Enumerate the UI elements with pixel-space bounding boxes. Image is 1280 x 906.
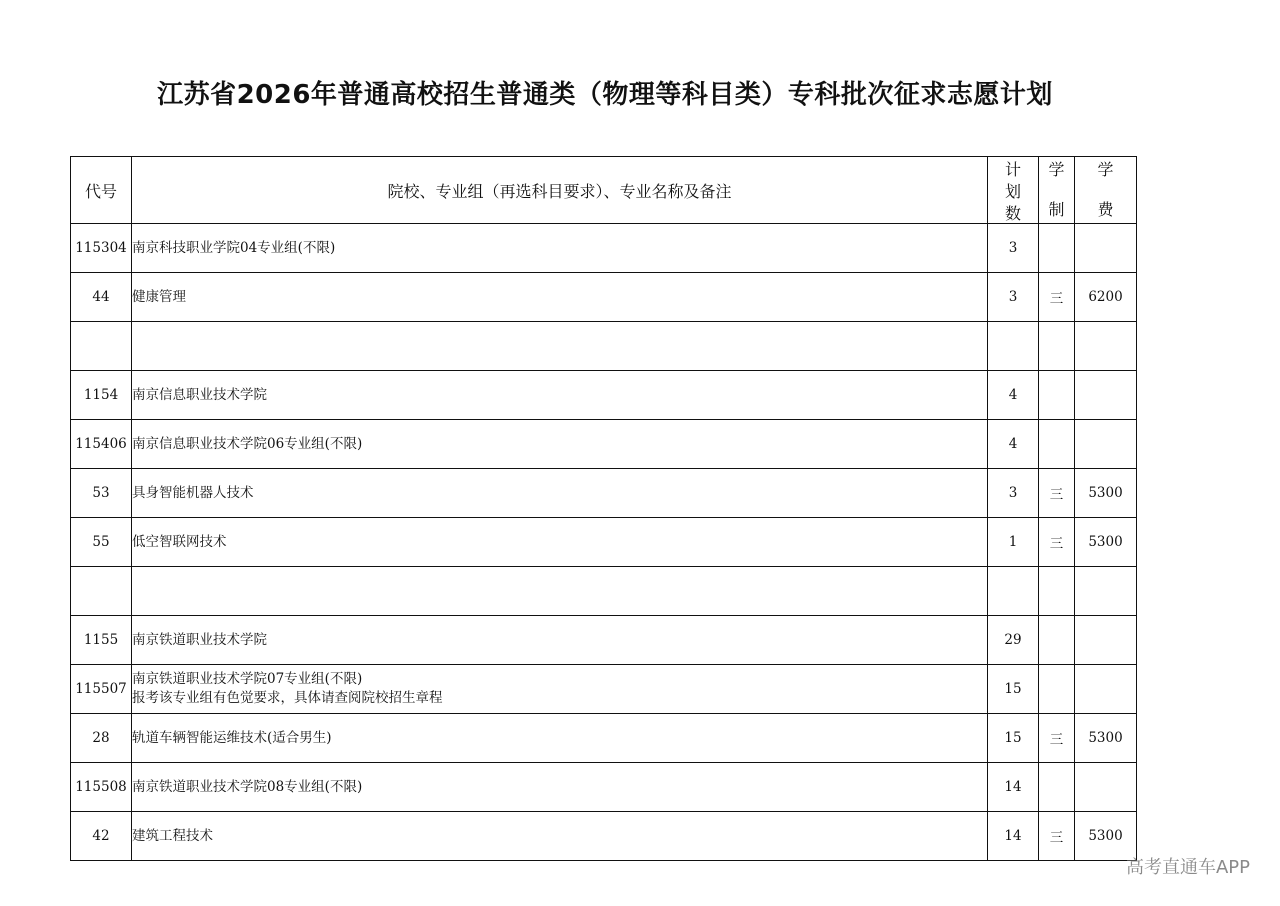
cell-plan-count: 15	[988, 714, 1039, 763]
cell-name-text: 南京铁道职业技术学院07专业组(不限)	[132, 671, 363, 687]
header-plan-count-char: 划	[1004, 182, 1021, 201]
cell-code	[71, 567, 132, 616]
cell-name	[132, 371, 988, 420]
cell-name	[132, 567, 988, 616]
table-row	[71, 469, 1137, 518]
header-duration-char: 学	[1048, 160, 1065, 179]
cell-plan-count: 4	[988, 371, 1039, 420]
cell-name	[132, 665, 988, 714]
header-fee	[1075, 157, 1137, 224]
cell-fee: 5300	[1075, 714, 1137, 763]
cell-duration: 三	[1039, 812, 1075, 861]
header-duration-char: 制	[1048, 200, 1065, 219]
cell-fee: 5300	[1075, 469, 1137, 518]
cell-code: 28	[71, 714, 132, 763]
cell-fee	[1075, 420, 1137, 469]
header-duration	[1039, 157, 1075, 224]
cell-code: 44	[71, 273, 132, 322]
cell-duration: 三	[1039, 469, 1075, 518]
header-code: 代号	[71, 157, 132, 224]
cell-name	[132, 420, 988, 469]
cell-code: 42	[71, 812, 132, 861]
cell-fee	[1075, 322, 1137, 371]
cell-duration	[1039, 224, 1075, 273]
table-row	[71, 763, 1137, 812]
cell-code: 115508	[71, 763, 132, 812]
cell-code: 115507	[71, 665, 132, 714]
cell-fee	[1075, 763, 1137, 812]
table-body	[71, 224, 1137, 861]
header-name: 院校、专业组（再选科目要求）、专业名称及备注	[132, 157, 988, 224]
cell-name-text: 低空智联网技术	[132, 533, 227, 550]
header-plan-count-char: 计	[1004, 160, 1021, 179]
cell-plan-count: 4	[988, 420, 1039, 469]
table-row	[71, 665, 1137, 714]
cell-name	[132, 224, 988, 273]
cell-name	[132, 518, 988, 567]
table-row	[71, 371, 1137, 420]
cell-code: 115406	[71, 420, 132, 469]
cell-name-text: 健康管理	[132, 288, 186, 305]
cell-name	[132, 812, 988, 861]
table-row	[71, 518, 1137, 567]
cell-name	[132, 469, 988, 518]
table-row	[71, 322, 1137, 371]
cell-fee	[1075, 371, 1137, 420]
table-row	[71, 420, 1137, 469]
cell-name-text: 南京信息职业技术学院06专业组(不限)	[132, 435, 363, 452]
cell-fee: 6200	[1075, 273, 1137, 322]
cell-plan-count	[988, 567, 1039, 616]
enrollment-plan-table	[70, 156, 1137, 861]
cell-name-text: 建筑工程技术	[132, 827, 213, 844]
header-fee-char: 学	[1097, 160, 1114, 179]
cell-name-text: 轨道车辆智能运维技术(适合男生)	[132, 729, 332, 746]
cell-fee	[1075, 567, 1137, 616]
cell-code: 1154	[71, 371, 132, 420]
table-header-row	[71, 157, 1137, 224]
watermark: 高考直通车APP	[1125, 857, 1250, 878]
table-row	[71, 273, 1137, 322]
cell-plan-count: 3	[988, 273, 1039, 322]
cell-duration: 三	[1039, 714, 1075, 763]
cell-plan-count: 29	[988, 616, 1039, 665]
cell-code: 53	[71, 469, 132, 518]
cell-duration	[1039, 665, 1075, 714]
table-row	[71, 224, 1137, 273]
cell-name-text: 南京科技职业学院04专业组(不限)	[132, 239, 336, 256]
cell-name	[132, 763, 988, 812]
table-row	[71, 567, 1137, 616]
cell-code: 55	[71, 518, 132, 567]
cell-fee	[1075, 665, 1137, 714]
cell-plan-count: 14	[988, 812, 1039, 861]
cell-duration: 三	[1039, 273, 1075, 322]
cell-code	[71, 322, 132, 371]
cell-name	[132, 714, 988, 763]
cell-plan-count: 3	[988, 224, 1039, 273]
cell-duration	[1039, 420, 1075, 469]
cell-name	[132, 273, 988, 322]
cell-name-text: 南京铁道职业技术学院08专业组(不限)	[132, 778, 363, 795]
cell-duration	[1039, 616, 1075, 665]
page-title: 江苏省2026年普通高校招生普通类（物理等科目类）专科批次征求志愿计划	[157, 80, 1053, 110]
cell-name-text: 具身智能机器人技术	[132, 484, 254, 501]
cell-duration: 三	[1039, 518, 1075, 567]
cell-fee: 5300	[1075, 812, 1137, 861]
header-plan-count-char: 数	[1004, 204, 1021, 223]
cell-plan-count: 14	[988, 763, 1039, 812]
cell-plan-count: 15	[988, 665, 1039, 714]
cell-name-text: 南京信息职业技术学院	[132, 386, 267, 403]
cell-name	[132, 616, 988, 665]
cell-duration	[1039, 322, 1075, 371]
cell-code: 115304	[71, 224, 132, 273]
cell-fee	[1075, 616, 1137, 665]
cell-plan-count: 3	[988, 469, 1039, 518]
cell-fee: 5300	[1075, 518, 1137, 567]
cell-duration	[1039, 371, 1075, 420]
cell-plan-count: 1	[988, 518, 1039, 567]
table-row	[71, 812, 1137, 861]
header-plan-count	[988, 157, 1039, 224]
cell-note-text: 报考该专业组有色觉要求，具体请查阅院校招生章程	[132, 690, 443, 706]
cell-plan-count	[988, 322, 1039, 371]
table-row	[71, 616, 1137, 665]
header-fee-char: 费	[1097, 200, 1114, 219]
cell-name	[132, 322, 988, 371]
cell-code: 1155	[71, 616, 132, 665]
cell-duration	[1039, 567, 1075, 616]
table-row	[71, 714, 1137, 763]
cell-name-text: 南京铁道职业技术学院	[132, 631, 267, 648]
cell-duration	[1039, 763, 1075, 812]
cell-fee	[1075, 224, 1137, 273]
